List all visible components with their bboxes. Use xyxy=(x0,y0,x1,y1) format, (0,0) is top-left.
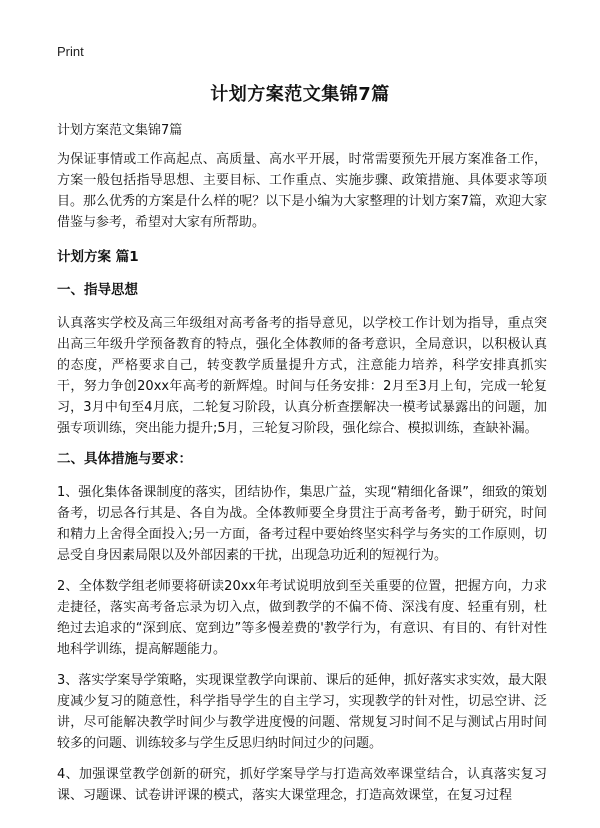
print-label: Print xyxy=(57,44,84,59)
paragraph-measure-2: 2、全体数学组老师要将研读20xx年考试说明放到至关重要的位置，把握方向，力求走捷径，落实高考备忘录为切入点，做到教学的不偏不倚、深浅有度、轻重有别，杜绝过去追求的“深到底、宽到边”等多慢差费的'教学行为，有意识、有目的、有针对性地科学训练，提高解题能力。 xyxy=(57,579,547,657)
intro-paragraph: 为保证事情或工作高起点、高质量、高水平开展，时常需要预先开展方案准备工作，方案一般包括指导思想、主要目标、工作重点、实施步骤、政策措施、具体要求等项目。那么优秀的方案是什么样的呢？以下是小编为大家整理的计划方案7篇，欢迎大家借鉴与参考，希望对大家有所帮助。 xyxy=(57,152,547,230)
paragraph-measure-3: 3、落实学案导学策略，实现课堂教学向课前、课后的延伸，抓好落实求实效，最大限度减少复习的随意性，科学指导学生的自主学习，实现教学的针对性，切忌空讲、泛讲，尽可能解决教学时间少与教学进度慢的问题、常规复习时间不足与测试占用时间较多的问题、训练较多与学生反思归纳时间过少的问题。 xyxy=(57,673,547,751)
section-title: 计划方案 篇1 xyxy=(57,249,139,265)
paragraph-guiding-thought: 认真落实学校及高三年级组对高考备考的指导意见，以学校工作计划为指导，重点突出高三年级升学预备教育的特点，强化全体教师的备考意识，全局意识，以积极认真的态度，严格要求自己，转变教学质量提升方式，注意能力培养，科学安排真抓实干，努力争创20xx年高考的新辉煌。时间与任务安排：2月至3月上旬，完成一轮复习，3月中旬至4月底，二轮复习阶段，认真分析查摆解决一模考试暴露出的问题，加强专项训练，突出能力提升;5月，三轮复习阶段，强化综合、模拟训练，查缺补漏。 xyxy=(57,316,547,436)
document-subtitle: 计划方案范文集锦7篇 xyxy=(57,123,183,138)
paragraph-measure-4: 4、加强课堂教学创新的研究，抓好学案导学与打造高效率课堂结合，认真落实复习课、习题课、试卷讲评课的模式，落实大课堂理念，打造高效课堂，在复习过程 xyxy=(57,767,547,803)
heading-measures: 二、具体措施与要求： xyxy=(57,451,192,467)
document-body xyxy=(57,120,547,816)
document-title: 计划方案范文集锦7篇 xyxy=(210,84,390,105)
paragraph-measure-1: 1、强化集体备课制度的落实，团结协作，集思广益，实现“精细化备课”，细致的策划备考，切忌各行其是、各自为战。全体教师要全身贯注于高考备考，勤于研究，时间和精力上舍得全面投入;另一方面，备考过程中要始终坚实科学与务实的工作原则，切忌受自身因素局限以及外部因素的干扰，出现急功近利的短视行为。 xyxy=(57,485,547,563)
heading-guiding-thought: 一、指导思想 xyxy=(57,282,138,298)
